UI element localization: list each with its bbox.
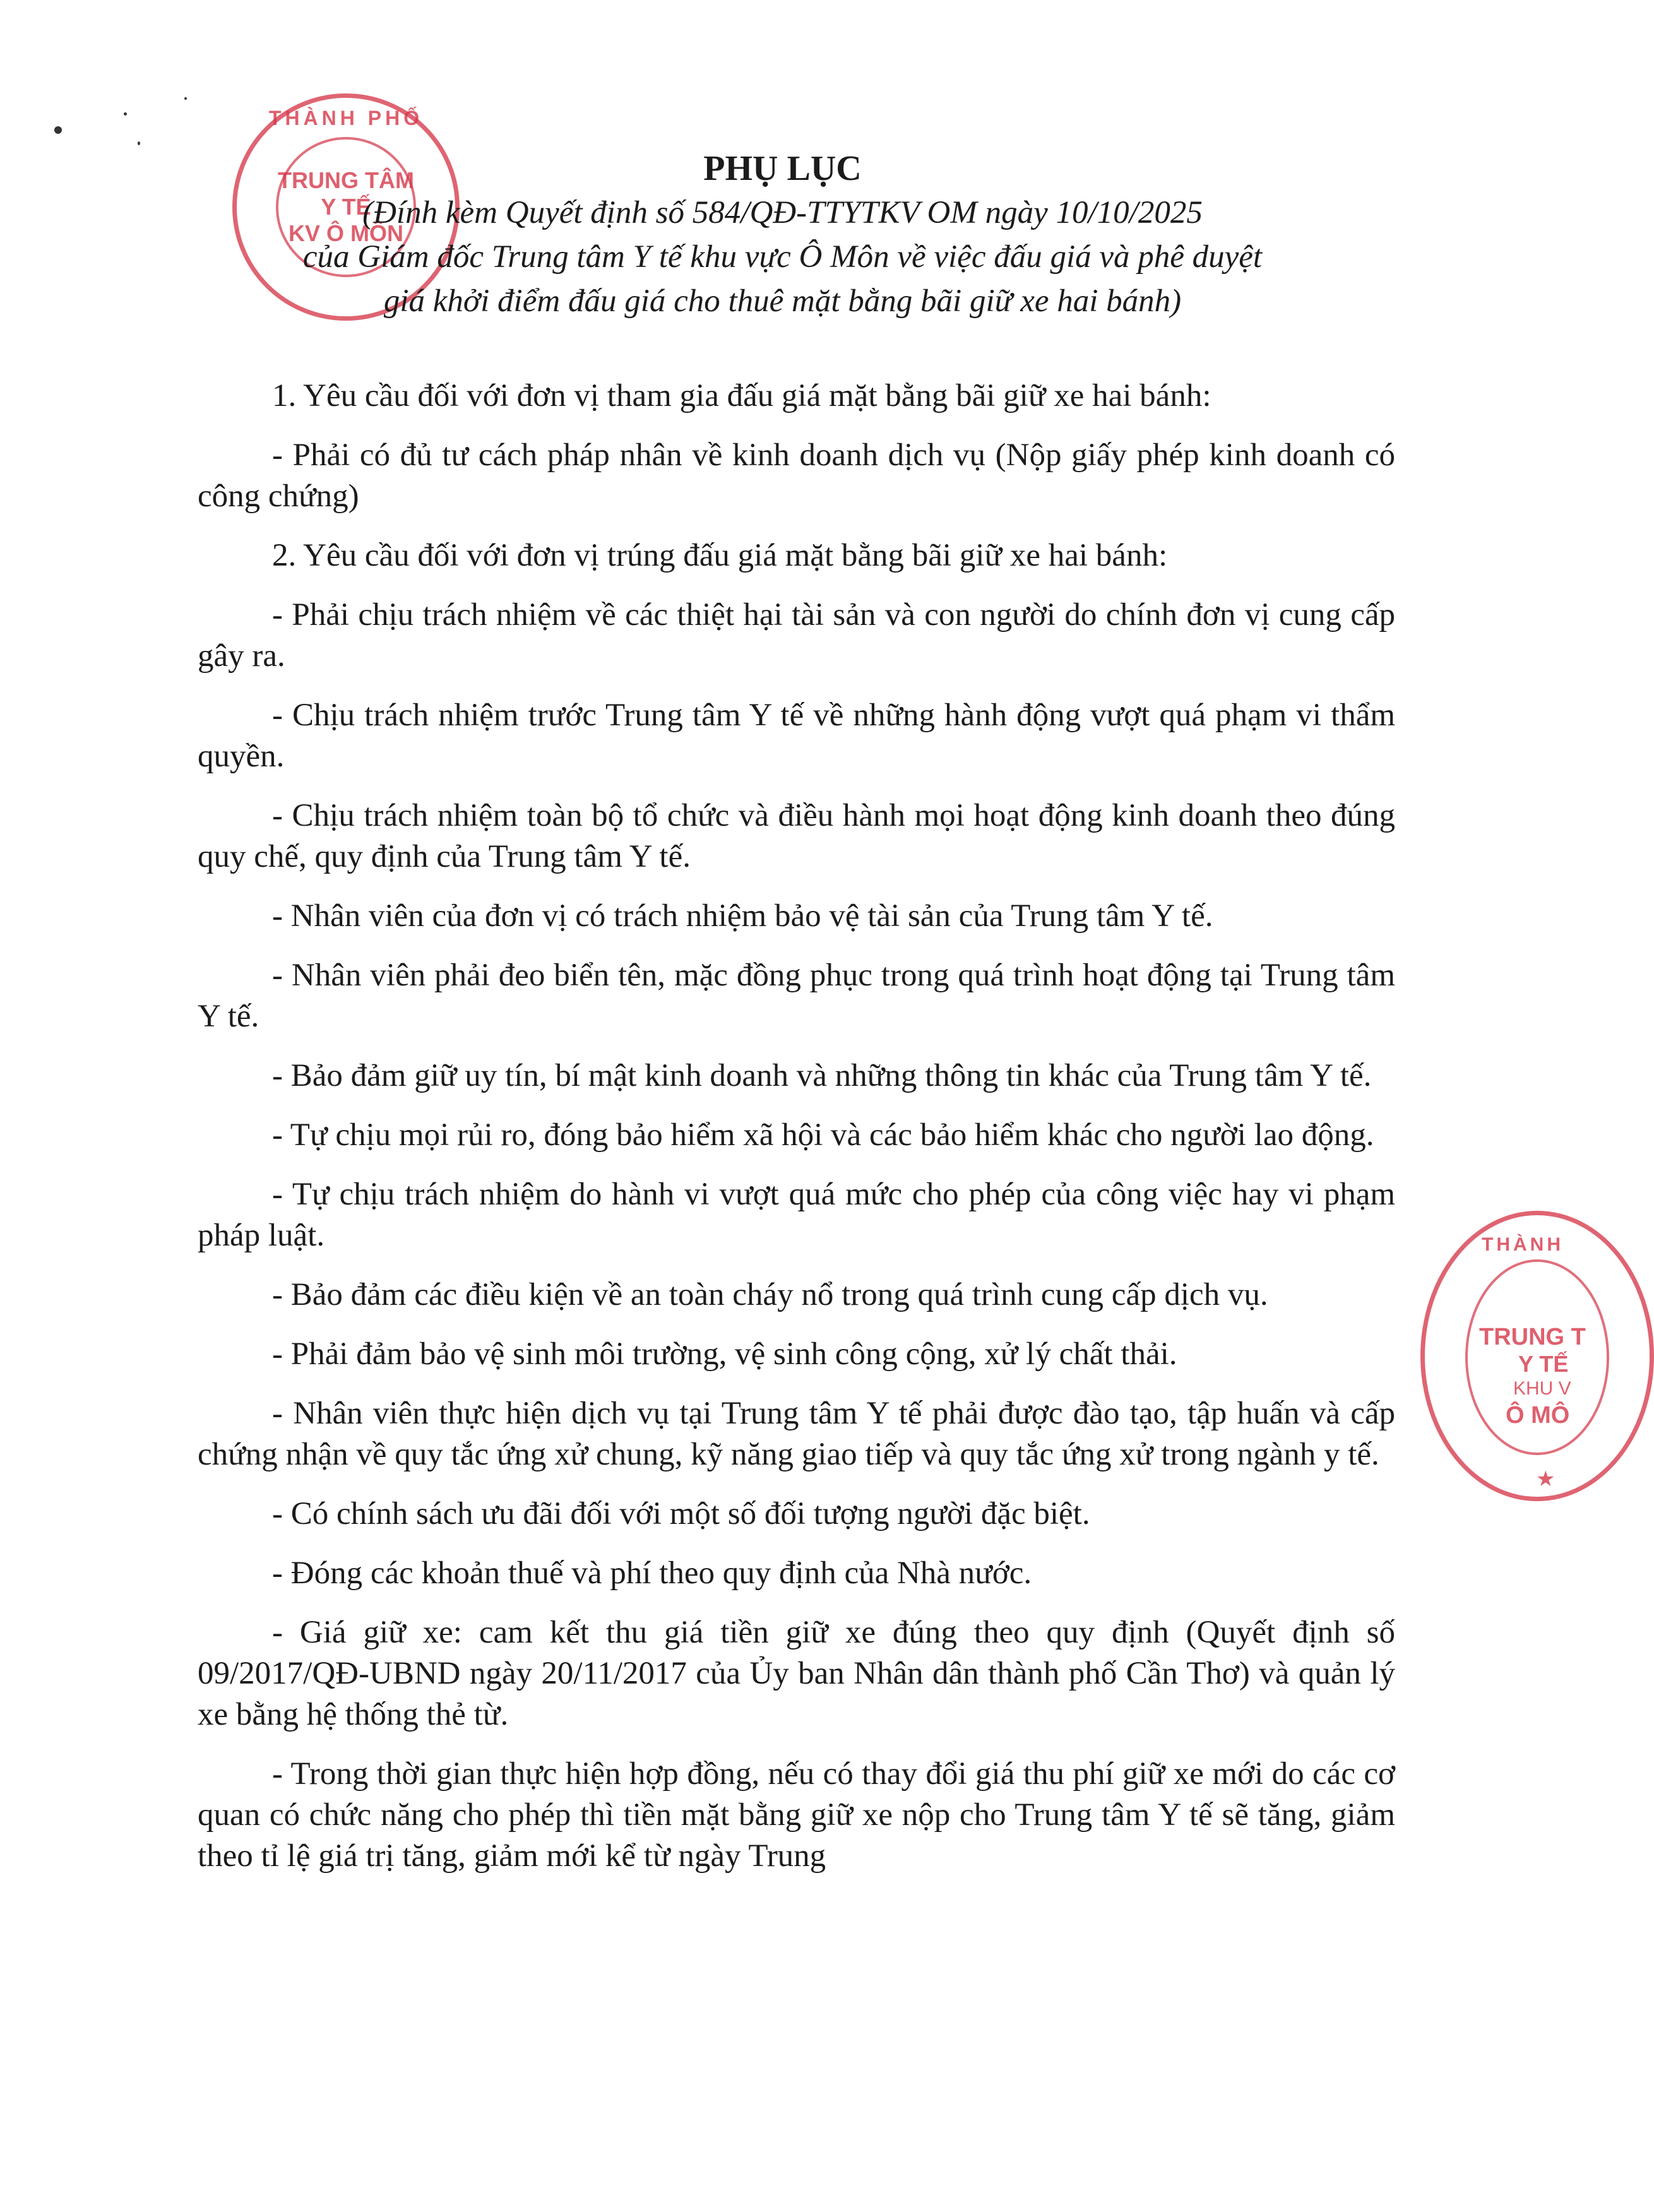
seal-line: Y TẾ [321,194,371,220]
seal-line: TRUNG T [1479,1324,1586,1350]
requirement-item: - Bảo đảm giữ uy tín, bí mật kinh doanh và những thông tin khác của Trung tâm Y tế. [272,1058,1372,1093]
seal-ring-text: THÀNH [1482,1234,1564,1255]
official-seal-right [1420,1211,1654,1501]
requirement-item: - Chịu trách nhiệm toàn bộ tổ chức và điều hành mọi hoạt động kinh doanh theo đúng quy chế, quy định của Trung tâm Y tế. [198,798,1395,874]
subtitle-line: của Giám đốc Trung tâm Y tế khu vực Ô Môn về việc đấu giá và phê duyệt [302,239,1263,275]
scan-speck [138,141,140,145]
document-body [198,376,1395,1895]
scan-speck [54,126,62,134]
requirement-item: - Nhân viên phải đeo biển tên, mặc đồng phục trong quá trình hoạt động tại Trung tâm Y tế. [198,958,1395,1034]
seal-line: KV Ô MÔN [288,220,403,246]
requirement-item: - Tự chịu mọi rủi ro, đóng bảo hiểm xã hội và các bảo hiểm khác cho người lao động. [272,1117,1374,1153]
requirement-item: - Nhân viên thực hiện dịch vụ tại Trung tâm Y tế phải được đào tạo, tập huấn và cấp chứng nhận về quy tắc ứng xử chung, kỹ năng giao tiếp và quy tắc ứng xử trong ngành y tế. [198,1396,1395,1472]
seal-line: KHU V [1513,1378,1571,1399]
requirement-item: - Nhân viên của đơn vị có trách nhiệm bảo vệ tài sản của Trung tâm Y tế. [272,898,1213,934]
document-header [0,146,1565,323]
seal-ring-text: THÀNH PHỐ [268,107,424,129]
seal-line: Y TẾ [1518,1351,1569,1377]
section-heading: 2. Yêu cầu đối với đơn vị trúng đấu giá mặt bằng bãi giữ xe hai bánh: [272,538,1168,573]
requirement-item: - Giá giữ xe: cam kết thu giá tiền giữ xe đúng theo quy định (Quyết định số 09/2017/QĐ-UBND ngày 20/11/2017 của Ủy ban Nhân dân thành phố Cần Thơ) và quản lý xe bằng hệ thống thẻ từ. [198,1615,1395,1732]
scan-speck [184,97,187,100]
scan-speck [124,112,127,116]
requirement-item: - Tự chịu trách nhiệm do hành vi vượt quá mức cho phép của công việc hay vi phạm pháp luật. [198,1177,1395,1253]
page-title: PHỤ LỤC [703,149,862,188]
section-heading: 1. Yêu cầu đối với đơn vị tham gia đấu giá mặt bằng bãi giữ xe hai bánh: [272,378,1211,413]
requirement-item: - Phải có đủ tư cách pháp nhân về kinh doanh dịch vụ (Nộp giấy phép kinh doanh có công chứng) [198,437,1395,514]
requirement-item: - Bảo đảm các điều kiện về an toàn cháy nổ trong quá trình cung cấp dịch vụ. [272,1277,1268,1312]
seal-line: Ô MÔ [1506,1402,1570,1429]
requirement-item: - Chịu trách nhiệm trước Trung tâm Y tế về những hành động vượt quá phạm vi thẩm quyền. [198,698,1395,774]
requirement-item: - Có chính sách ưu đãi đối với một số đối tượng người đặc biệt. [272,1496,1090,1531]
subtitle-line: giá khởi điểm đấu giá cho thuê mặt bằng bãi giữ xe hai bánh) [383,283,1182,319]
requirement-item: - Phải đảm bảo vệ sinh môi trường, vệ sinh công cộng, xử lý chất thải. [272,1336,1177,1372]
requirement-item: - Trong thời gian thực hiện hợp đồng, nếu có thay đổi giá thu phí giữ xe mới do các cơ quan có chức năng cho phép thì tiền mặt bằng giữ xe nộp cho Trung tâm Y tế sẽ tăng, giảm theo tỉ lệ giá trị tăng, giảm mới kể từ ngày Trung [198,1756,1395,1874]
requirement-item: - Phải chịu trách nhiệm về các thiệt hại tài sản và con người do chính đơn vị cung cấp gây ra. [198,597,1395,674]
subtitle-line: (Đính kèm Quyết định số 584/QĐ-TTYTKV OM ngày 10/10/2025 [362,195,1203,230]
requirement-item: - Đóng các khoản thuế và phí theo quy định của Nhà nước. [272,1555,1032,1591]
seal-star-icon: ★ [1536,1467,1556,1491]
seal-line: TRUNG TÂM [278,167,414,193]
